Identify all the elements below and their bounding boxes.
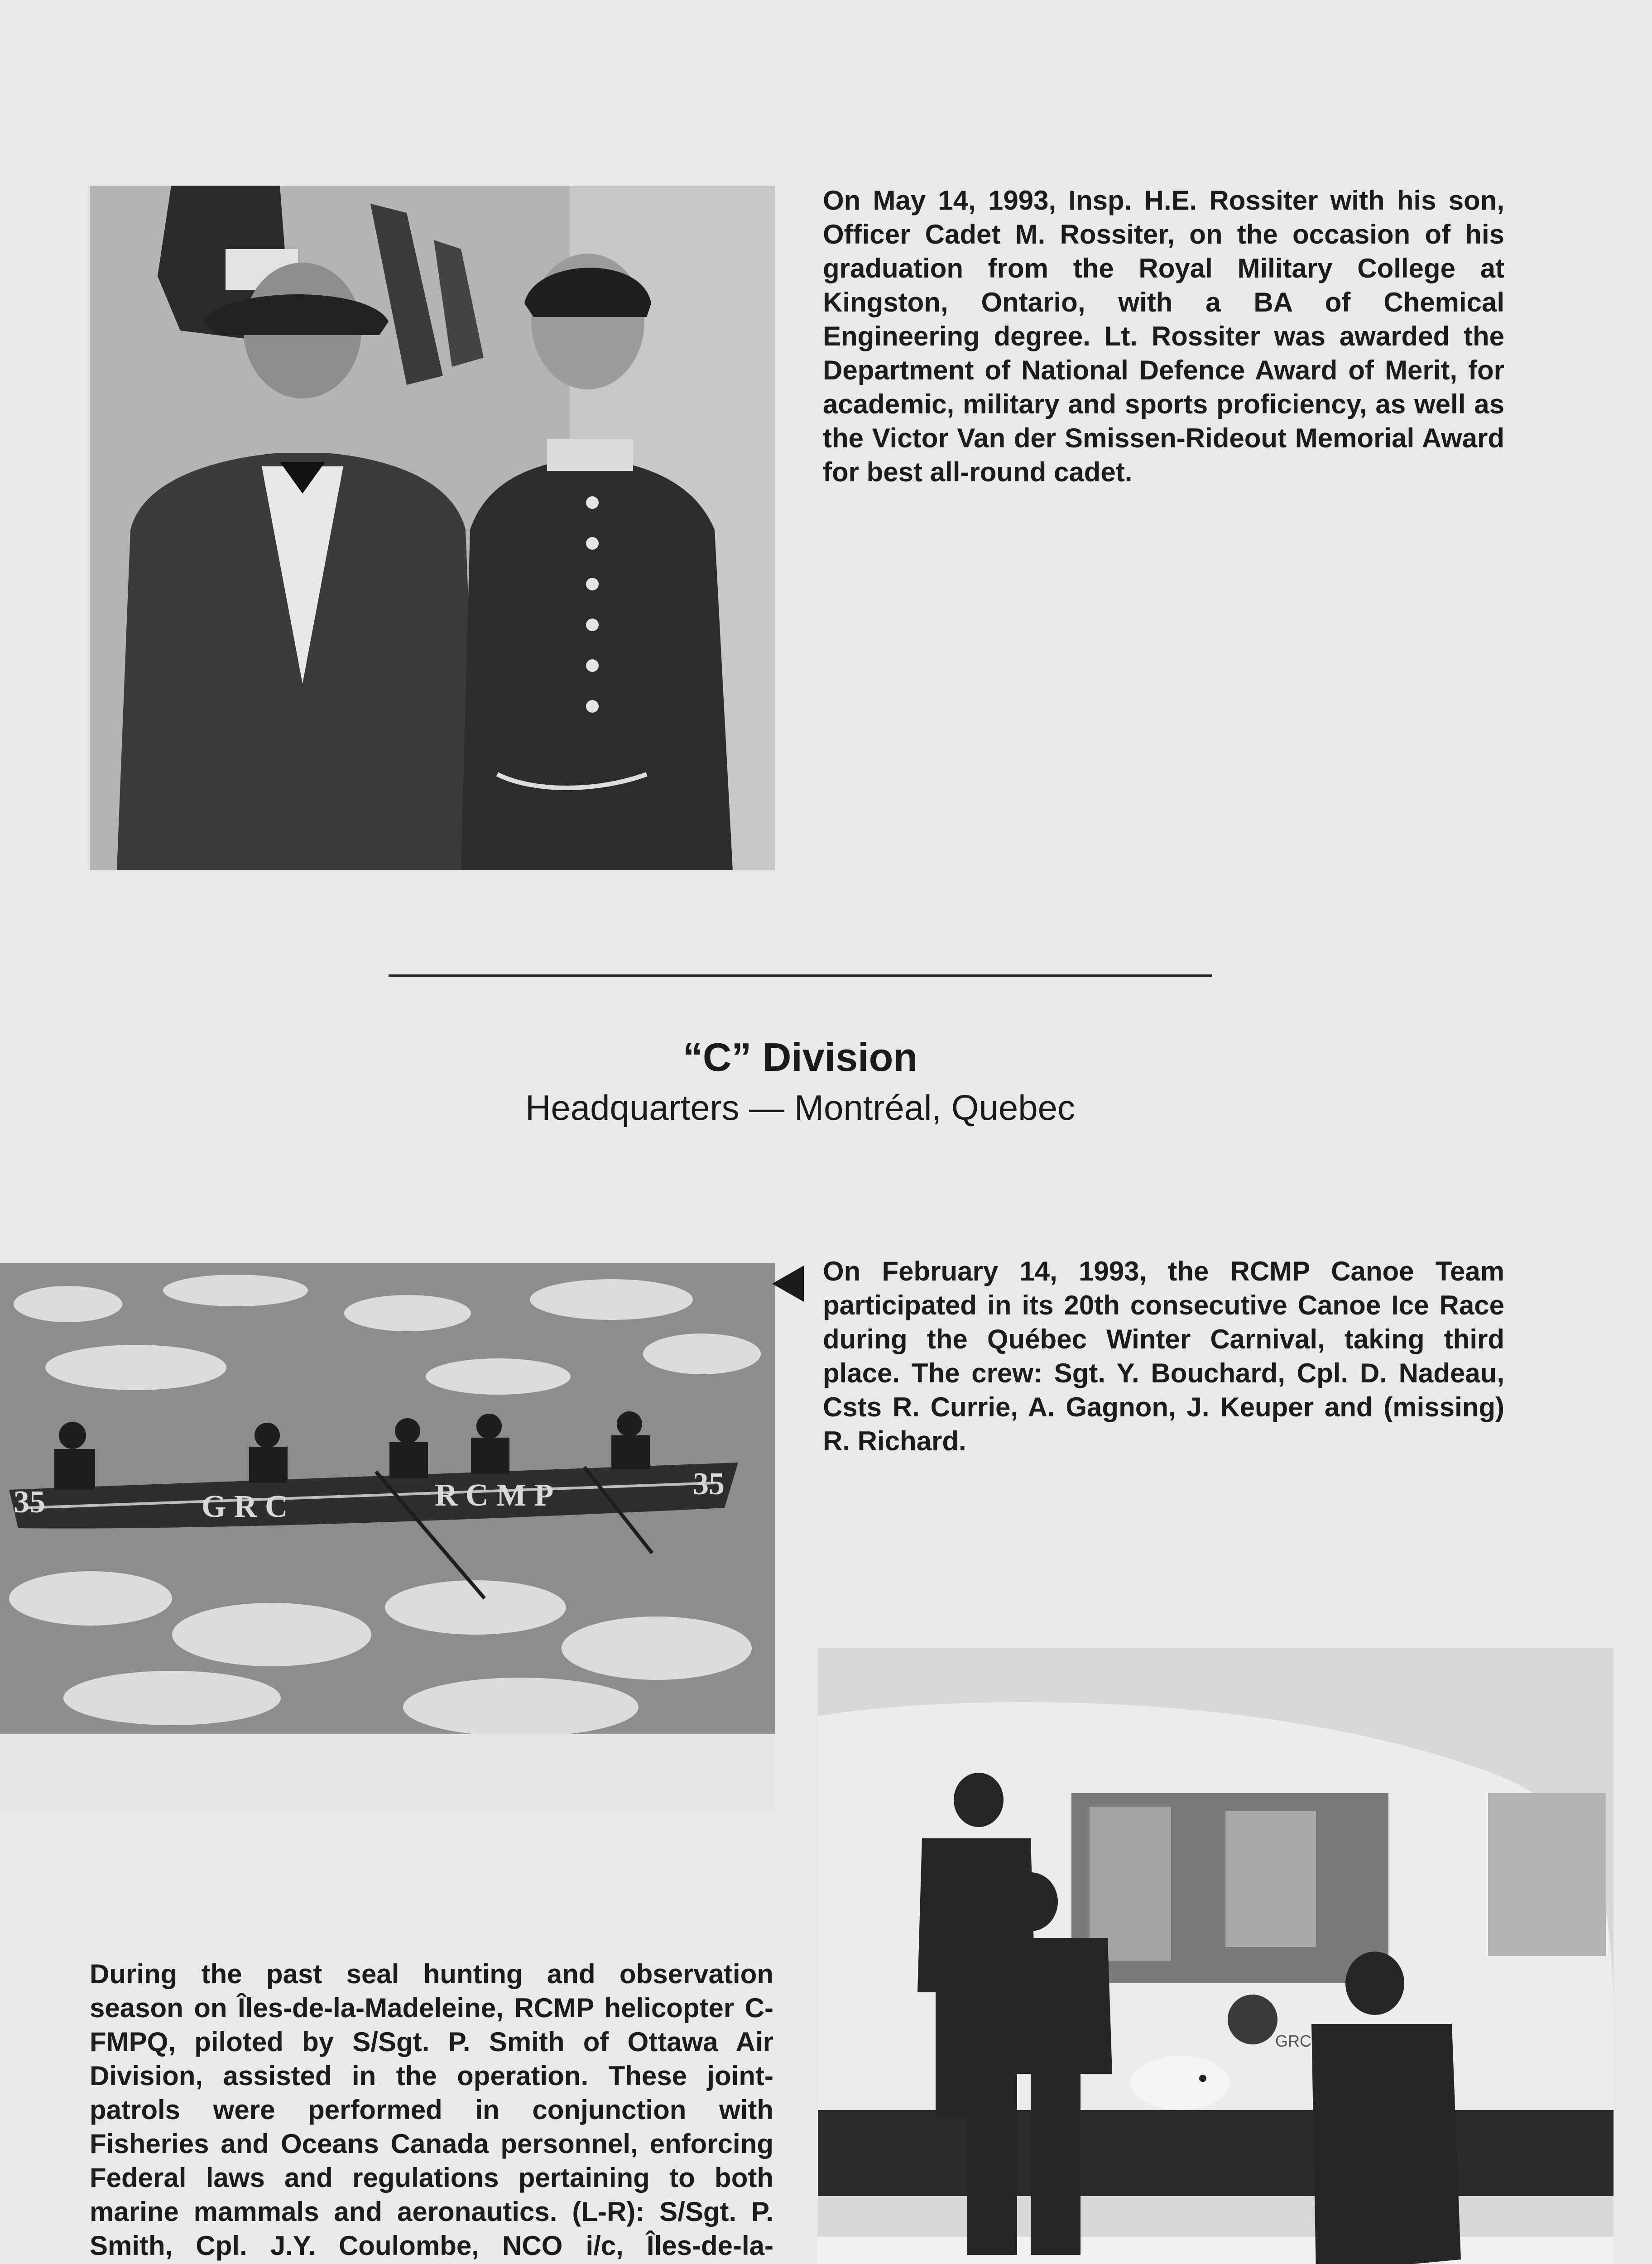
section-subtitle: Headquarters — Montréal, Quebec [525,1088,1075,1127]
canoe-number-right: 35 [693,1467,725,1501]
canoe-marking-rcmp: R C M P [435,1478,554,1513]
photo-canoe-ice-race [0,1263,775,1811]
caption-pointer-arrow [772,1266,804,1302]
photo-helicopter-seal-pup [818,1648,1614,2264]
caption-canoe: On February 14, 1993, the RCMP Canoe Team participated in its 20th consecutive Canoe Ice Race during the Québec Winter Carnival, taking third place. The crew: Sgt. Y. Bouchard, Cpl. D. Nadeau, Csts R. Currie, A. Gagnon, J. Keuper and (missing) R. Richard. [823,1256,1504,1456]
canoe-marking-grc: G R C [202,1489,288,1524]
caption-seal: During the past seal hunting and observation season on Îles-de-la-Madeleine, RCMP helicopter C-FMPQ, piloted by S/Sgt. P. Smith of Ottawa Air Division, assisted in the operation. These joint-patrols were performed in conjunction with Fisheries and Oceans Canada personnel, enforcing Federal laws and regulations pertaining to both marine mammals and aeronautics. (L-R): S/Sgt. P. Smith, Cpl. J.Y. Coulombe, NCO i/c, Îles-de-la- [90,1959,773,2261]
photo-rossiter-graduation [90,186,775,870]
caption-rossiter: On May 14, 1993, Insp. H.E. Rossiter with his son, Officer Cadet M. Rossiter, on the occasion of his graduation from the Royal Military College at Kingston, Ontario, with a BA of Chemical Engineering degree. Lt. Rossiter was awarded the Department of National Defence Award of Merit, for academic, military and sports proficiency, as well as the Victor Van der Smissen-Rideout Memorial Award for best all-round cadet. [823,185,1504,487]
section-divider-rule [389,974,1212,977]
canoe-number-left: 35 [14,1485,45,1520]
helicopter-grc-marking: GRC [1275,2032,1311,2050]
section-title: “C” Division [682,1035,918,1079]
